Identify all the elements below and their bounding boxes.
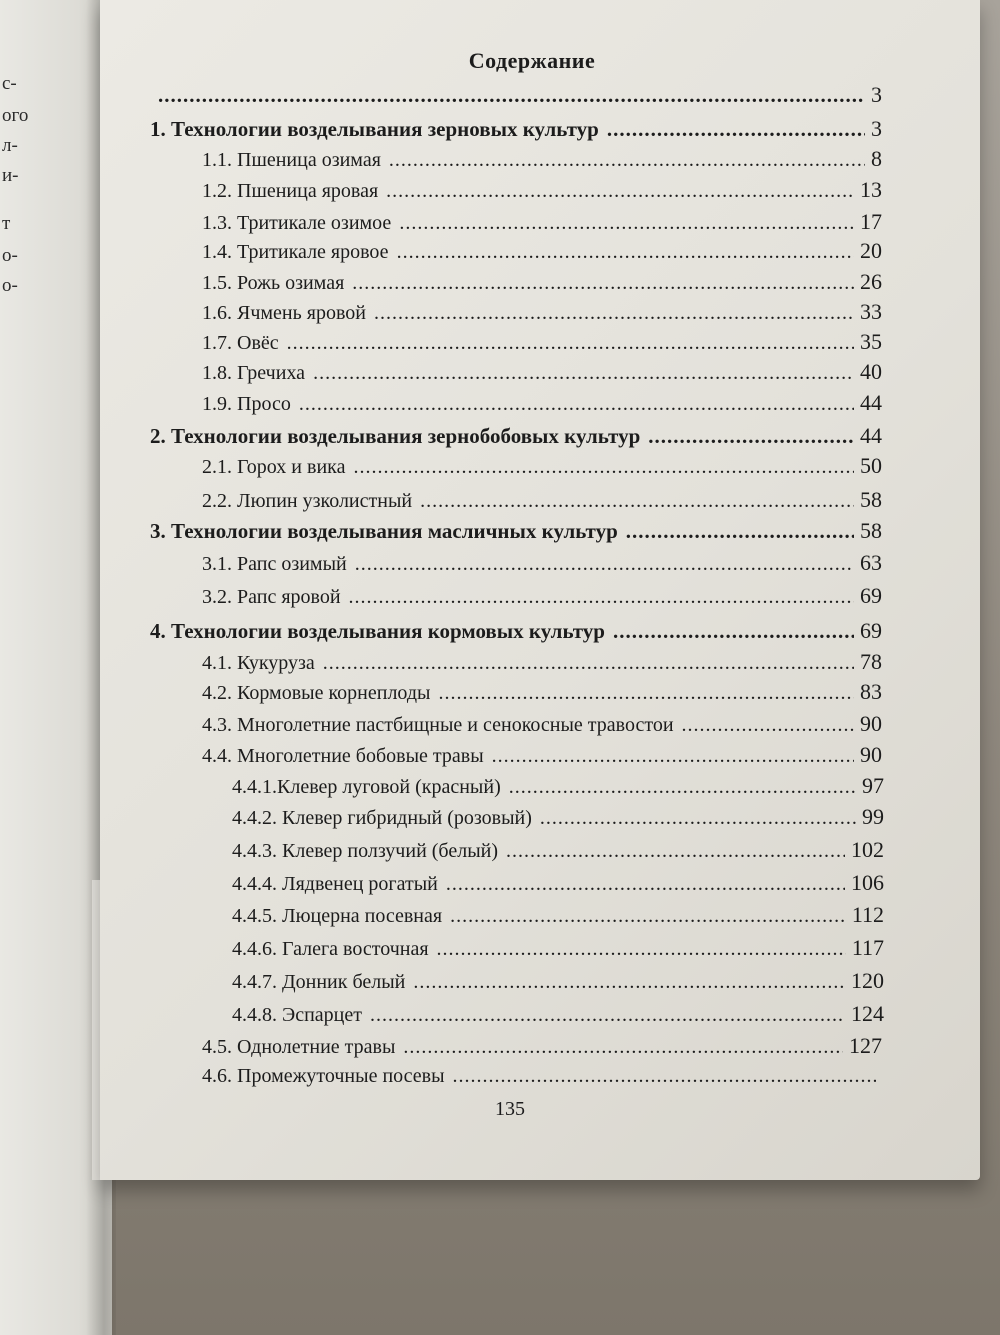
toc-entry-page: 3 bbox=[871, 82, 882, 107]
toc-leader-dots bbox=[437, 939, 846, 959]
toc-entry-label: 4.4.6. Галега восточная bbox=[232, 938, 429, 960]
toc-entry-label: 1.6. Ячмень яровой bbox=[202, 302, 366, 324]
toc-entry-label: 4. Технологии возделывания кормовых культур bbox=[150, 619, 605, 643]
toc-entry bbox=[202, 585, 882, 607]
toc-leader-dots bbox=[355, 554, 854, 574]
toc-leader-dots bbox=[158, 85, 865, 106]
toc-entry-label: 4.4.2. Клевер гибридный (розовый) bbox=[232, 807, 532, 829]
toc-leader-dots bbox=[353, 457, 854, 477]
toc-entry-page: 58 bbox=[860, 518, 882, 543]
left-page-fragment: л- bbox=[2, 135, 18, 156]
toc-leader-dots bbox=[413, 972, 845, 992]
toc-entry-label: 3. Технологии возделывания масличных культур bbox=[150, 519, 618, 543]
toc-title-page-row bbox=[150, 84, 882, 106]
toc-entry-label: 1.8. Гречиха bbox=[202, 362, 306, 384]
toc-entry bbox=[232, 970, 884, 992]
toc-entry-page: 69 bbox=[860, 618, 882, 643]
toc-entry bbox=[232, 806, 884, 828]
toc-entry-page: 8 bbox=[871, 146, 882, 171]
toc-entry-label: 3.2. Рапс яровой bbox=[202, 586, 341, 608]
toc-entry bbox=[232, 775, 884, 797]
toc-entry-page: 40 bbox=[860, 359, 882, 384]
toc-leader-dots bbox=[370, 1005, 845, 1025]
toc-entry-page: 90 bbox=[860, 711, 882, 736]
toc-entry-page: 127 bbox=[849, 1033, 882, 1058]
left-page-fragment: о- bbox=[2, 245, 18, 266]
toc-entry bbox=[232, 937, 884, 959]
toc-leader-dots bbox=[386, 181, 854, 201]
toc-entry-label: 4.4.5. Люцерна посевная bbox=[232, 905, 443, 927]
toc-entry bbox=[202, 361, 882, 383]
toc-entry-label: 4.4. Многолетние бобовые травы bbox=[202, 745, 484, 767]
toc-entry-page: 117 bbox=[851, 935, 884, 960]
toc-entry-label: 4.4.1.Клевер луговой (красный) bbox=[232, 776, 501, 798]
toc-leader-dots bbox=[607, 119, 865, 140]
toc-leader-dots bbox=[287, 333, 854, 353]
toc-entry bbox=[202, 179, 882, 201]
toc-entry-page: 63 bbox=[860, 550, 882, 575]
toc-entry-label: 1.7. Овёс bbox=[202, 332, 279, 354]
toc-entry bbox=[232, 904, 884, 926]
left-page-fragment: ого bbox=[2, 105, 29, 126]
toc-leader-dots bbox=[399, 213, 854, 233]
toc-entry-label: 1.5. Рожь озимая bbox=[202, 272, 345, 294]
left-page-fragment: и- bbox=[2, 165, 19, 186]
left-page-fragment: с- bbox=[2, 73, 17, 94]
toc-leader-dots bbox=[374, 303, 854, 323]
toc-leader-dots bbox=[509, 777, 856, 797]
toc-entry bbox=[150, 520, 882, 542]
toc-title: Содержание bbox=[468, 48, 596, 73]
toc-entry bbox=[150, 620, 882, 642]
toc-entry bbox=[150, 118, 882, 140]
toc-entry bbox=[202, 211, 882, 233]
toc-entry-page: 99 bbox=[862, 804, 884, 829]
toc-leader-dots bbox=[323, 653, 854, 673]
toc-entry-label: 4.3. Многолетние пастбищные и сенокосные травостои bbox=[202, 714, 674, 736]
toc-entry-label: 1.9. Просо bbox=[202, 393, 291, 415]
toc-entry-label: 2.2. Люпин узколистный bbox=[202, 490, 413, 512]
toc-entry-page: 90 bbox=[860, 742, 882, 767]
toc-entry-page: 50 bbox=[860, 453, 882, 478]
toc-leader-dots bbox=[438, 683, 854, 703]
toc-entry-page: 124 bbox=[851, 1001, 884, 1026]
toc-leader-dots bbox=[299, 394, 854, 414]
toc-entry bbox=[202, 681, 882, 703]
toc-leader-dots bbox=[420, 491, 854, 511]
toc-entry-page: 26 bbox=[860, 269, 882, 294]
toc bbox=[100, 0, 980, 1180]
page-number: 135 bbox=[495, 1098, 525, 1120]
toc-entry-label: 1.1. Пшеница озимая bbox=[202, 149, 381, 171]
toc-leader-dots bbox=[613, 621, 854, 642]
toc-leader-dots bbox=[682, 715, 854, 735]
right-page bbox=[100, 0, 980, 1180]
toc-entry-page: 17 bbox=[860, 209, 882, 234]
toc-leader-dots bbox=[450, 906, 846, 926]
toc-entry-page: 44 bbox=[860, 390, 882, 415]
toc-entry bbox=[202, 301, 882, 323]
toc-entry-page: 112 bbox=[851, 902, 884, 927]
toc-entry-label: 1.3. Тритикале озимое bbox=[202, 212, 392, 234]
toc-entry-label: 4.6. Промежуточные посевы bbox=[202, 1065, 445, 1087]
toc-entry-label: 2.1. Горох и вика bbox=[202, 456, 346, 478]
toc-entry bbox=[202, 331, 882, 353]
toc-entry-page: 97 bbox=[862, 773, 884, 798]
toc-entry-label: 4.2. Кормовые корнеплоды bbox=[202, 682, 431, 704]
toc-entry-label: 1. Технологии возделывания зерновых культур bbox=[150, 117, 599, 141]
toc-leader-dots bbox=[626, 521, 854, 542]
toc-entry bbox=[202, 552, 882, 574]
toc-entry bbox=[202, 1035, 882, 1057]
toc-entry-label: 2. Технологии возделывания зернобобовых культур bbox=[150, 424, 641, 448]
toc-entry-page: 106 bbox=[851, 870, 884, 895]
toc-entry-page: 3 bbox=[871, 116, 882, 141]
toc-entry bbox=[202, 1066, 882, 1086]
toc-entry-page: 83 bbox=[860, 679, 882, 704]
toc-entry-page: 69 bbox=[860, 583, 882, 608]
left-page-fragment: о- bbox=[2, 275, 18, 296]
toc-entry-page: 20 bbox=[860, 238, 882, 263]
toc-entry bbox=[202, 392, 882, 414]
toc-entry-page: 58 bbox=[860, 487, 882, 512]
toc-entry bbox=[202, 455, 882, 477]
toc-entry bbox=[232, 872, 884, 894]
toc-leader-dots bbox=[446, 874, 845, 894]
toc-entry bbox=[202, 271, 882, 293]
toc-entry-label: 1.4. Тритикале яровое bbox=[202, 241, 389, 263]
toc-entry bbox=[202, 651, 882, 673]
toc-entry bbox=[202, 240, 882, 262]
toc-entry-label: 4.5. Однолетние травы bbox=[202, 1036, 396, 1058]
toc-leader-dots bbox=[492, 746, 854, 766]
toc-entry-label: 4.4.4. Лядвенец рогатый bbox=[232, 873, 438, 895]
toc-entry-page: 33 bbox=[860, 299, 882, 324]
toc-entry-page: 102 bbox=[851, 837, 884, 862]
toc-entry-label: 4.1. Кукуруза bbox=[202, 652, 315, 674]
toc-leader-dots bbox=[506, 841, 845, 861]
toc-leader-dots bbox=[352, 273, 854, 293]
toc-entry-page: 78 bbox=[860, 649, 882, 674]
toc-entry-label: 1.2. Пшеница яровая bbox=[202, 180, 379, 202]
toc-entry-page: 13 bbox=[860, 177, 882, 202]
toc-entry bbox=[150, 425, 882, 447]
toc-entry bbox=[202, 744, 882, 766]
toc-leader-dots bbox=[349, 587, 854, 607]
toc-entry-page: 35 bbox=[860, 329, 882, 354]
toc-entry bbox=[232, 839, 884, 861]
toc-leader-dots bbox=[313, 363, 854, 383]
toc-entry bbox=[202, 713, 882, 735]
toc-leader-dots bbox=[453, 1066, 876, 1086]
toc-entry bbox=[202, 148, 882, 170]
toc-entry bbox=[202, 489, 882, 511]
toc-entry-page: 120 bbox=[851, 968, 884, 993]
left-page-fragment: т bbox=[2, 213, 11, 234]
toc-entry-label: 4.4.3. Клевер ползучий (белый) bbox=[232, 840, 498, 862]
toc-leader-dots bbox=[389, 150, 865, 170]
toc-leader-dots bbox=[540, 808, 856, 828]
toc-leader-dots bbox=[397, 242, 854, 262]
toc-leader-dots bbox=[648, 426, 854, 447]
toc-entry-label: 4.4.8. Эспарцет bbox=[232, 1004, 362, 1026]
toc-entry-page: 44 bbox=[860, 423, 882, 448]
toc-entry-label: 4.4.7. Донник белый bbox=[232, 971, 406, 993]
toc-leader-dots bbox=[403, 1037, 843, 1057]
toc-entry bbox=[232, 1003, 884, 1025]
toc-entry-label: 3.1. Рапс озимый bbox=[202, 553, 347, 575]
